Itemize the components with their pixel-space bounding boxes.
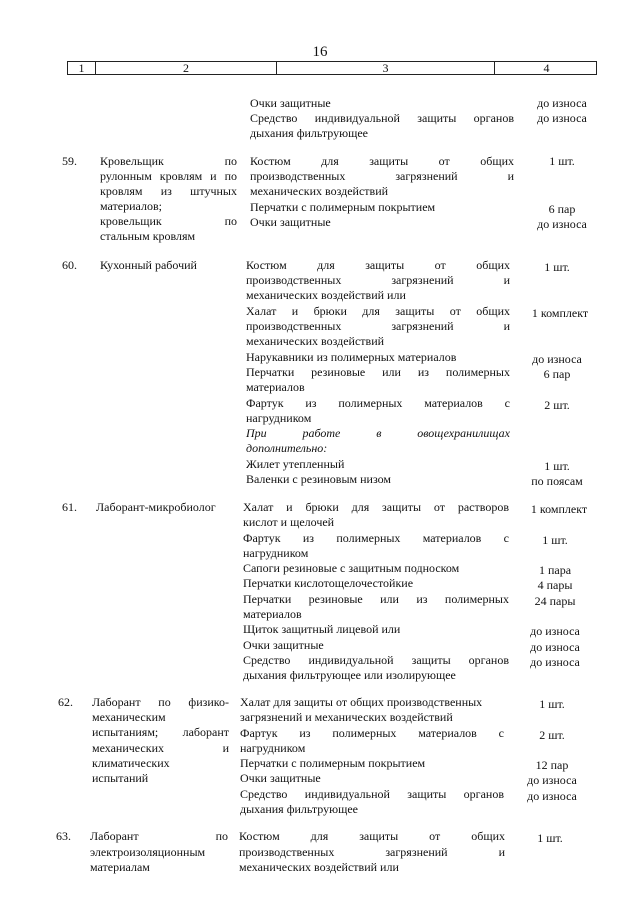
page-number: 16 (312, 44, 328, 60)
item-note: дополнительно: (246, 441, 328, 455)
norm-text: 1 комплект (531, 306, 589, 320)
item-text: дыхания фильтрующее или изолирующее (243, 668, 456, 682)
norm-text: до износа (537, 96, 587, 110)
norm-text: 12 пар (535, 758, 569, 772)
column-header-2: 2 (96, 62, 277, 74)
norm-text: до износа (530, 655, 580, 669)
item-text: производственных загрязнений и (250, 169, 514, 183)
item-text: производственных загрязнений и (246, 319, 510, 333)
item-text: Очки защитные (250, 96, 331, 110)
item-text: Костюм для защиты от общих (246, 258, 510, 272)
position-text: механических и (92, 741, 229, 755)
position-text: испытаниям; лаборант (92, 725, 229, 739)
item-text: Перчатки с полимерным покрытием (250, 200, 436, 214)
norm-text: до износа (537, 111, 587, 125)
item-text: Средство индивидуальной защиты органов (250, 111, 514, 125)
norm-text: 2 шт. (539, 728, 565, 742)
item-text: Халат для защиты от общих производственных (240, 695, 483, 709)
norm-text: до износа (530, 640, 580, 654)
item-text: кислот и щелочей (243, 515, 335, 529)
norm-text: 1 шт. (542, 533, 568, 547)
row-number: 63. (56, 829, 71, 843)
position-text: кровельщик по (100, 214, 237, 228)
item-text: Халат и брюки для защиты от растворов (243, 500, 509, 514)
column-header-3: 3 (277, 62, 495, 74)
item-text: Щиток защитный лицевой или (243, 622, 401, 636)
norm-text: 4 пары (537, 578, 573, 592)
item-text: Фартук из полимерных материалов с (240, 726, 504, 740)
item-text: Очки защитные (250, 215, 331, 229)
norm-text: 6 пар (548, 202, 576, 216)
position-text: Лаборант по (90, 829, 228, 843)
item-text: дыхания фильтрующее (240, 802, 358, 816)
item-text: Костюм для защиты от общих (250, 154, 514, 168)
item-text: Перчатки резиновые или из полимерных (243, 592, 509, 606)
item-text: Валенки с резиновым низом (246, 472, 392, 486)
column-header-4: 4 (543, 61, 550, 75)
item-text: Костюм для защиты от общих (239, 829, 505, 843)
item-text: механических воздействий (246, 334, 385, 348)
item-text: Фартук из полимерных материалов с (246, 396, 510, 410)
position-text: материалам (90, 860, 150, 874)
norm-text: до износа (527, 789, 577, 803)
position-text: стальным кровлям (100, 229, 196, 243)
norm-text: до износа (530, 624, 580, 638)
position-text: электроизоляционным (90, 845, 206, 859)
norm-text: 1 шт. (544, 459, 570, 473)
item-text: нагрудником (246, 411, 312, 425)
norm-text: 1 комплект (530, 502, 588, 516)
norm-text: 24 пары (534, 594, 576, 608)
item-text: нагрудником (240, 741, 306, 755)
row-number: 59. (62, 154, 77, 168)
position-text: Лаборант по физико- (92, 695, 229, 709)
norm-text: до износа (532, 352, 582, 366)
item-text: механических воздействий или (239, 860, 399, 874)
position-text: Кровельщик по (100, 154, 237, 168)
item-text: Нарукавники из полимерных материалов (246, 350, 457, 364)
item-text: Жилет утепленный (246, 457, 345, 471)
norm-text: по поясам (531, 474, 583, 488)
norm-text: 6 пар (543, 367, 571, 381)
item-text: Средство индивидуальной защиты органов (240, 787, 504, 801)
item-text: Перчатки кислотощелочестойкие (243, 576, 414, 590)
item-text: Перчатки с полимерным покрытием (240, 756, 426, 770)
position-text: Кухонный рабочий (100, 258, 197, 272)
item-text: производственных загрязнений и (239, 845, 505, 859)
item-text: загрязнений и механических воздействий (240, 710, 453, 724)
norm-text: 2 шт. (544, 398, 570, 412)
position-text: климатических (92, 756, 170, 770)
item-text: Фартук из полимерных материалов с (243, 531, 509, 545)
row-number: 62. (58, 695, 73, 709)
row-number: 60. (62, 258, 77, 272)
item-text: дыхания фильтрующее (250, 126, 368, 140)
position-text: кровлям из штучных (100, 184, 237, 198)
position-text: рулонным кровлям и по (100, 169, 237, 183)
norm-text: 1 шт. (544, 260, 570, 274)
position-text: Лаборант-микробиолог (96, 500, 216, 514)
position-text: материалов; (100, 199, 162, 213)
column-header-1: 1 (68, 62, 96, 74)
item-text: Очки защитные (240, 771, 321, 785)
item-text: Перчатки резиновые или из полимерных (246, 365, 510, 379)
item-text: материалов (243, 607, 302, 621)
norm-text: 1 шт. (549, 154, 575, 168)
position-text: испытаний (92, 771, 149, 785)
item-text: механических воздействий или (246, 288, 406, 302)
item-text: Халат и брюки для защиты от общих (246, 304, 510, 318)
item-text: Очки защитные (243, 638, 324, 652)
position-text: механическим (92, 710, 166, 724)
norm-text: 1 шт. (537, 831, 563, 845)
norm-text: 1 шт. (539, 697, 565, 711)
norm-text: до износа (537, 217, 587, 231)
row-number: 61. (62, 500, 77, 514)
norm-text: 1 пара (538, 563, 572, 577)
item-text: Средство индивидуальной защиты органов (243, 653, 509, 667)
column-header-row (67, 61, 597, 75)
item-text: нагрудником (243, 546, 309, 560)
item-text: производственных загрязнений и (246, 273, 510, 287)
item-text: материалов (246, 380, 305, 394)
item-text: механических воздействий (250, 184, 389, 198)
item-note: При работе в овощехранилищах (246, 426, 510, 440)
norm-text: до износа (527, 773, 577, 787)
item-text: Сапоги резиновые с защитным подноском (243, 561, 460, 575)
